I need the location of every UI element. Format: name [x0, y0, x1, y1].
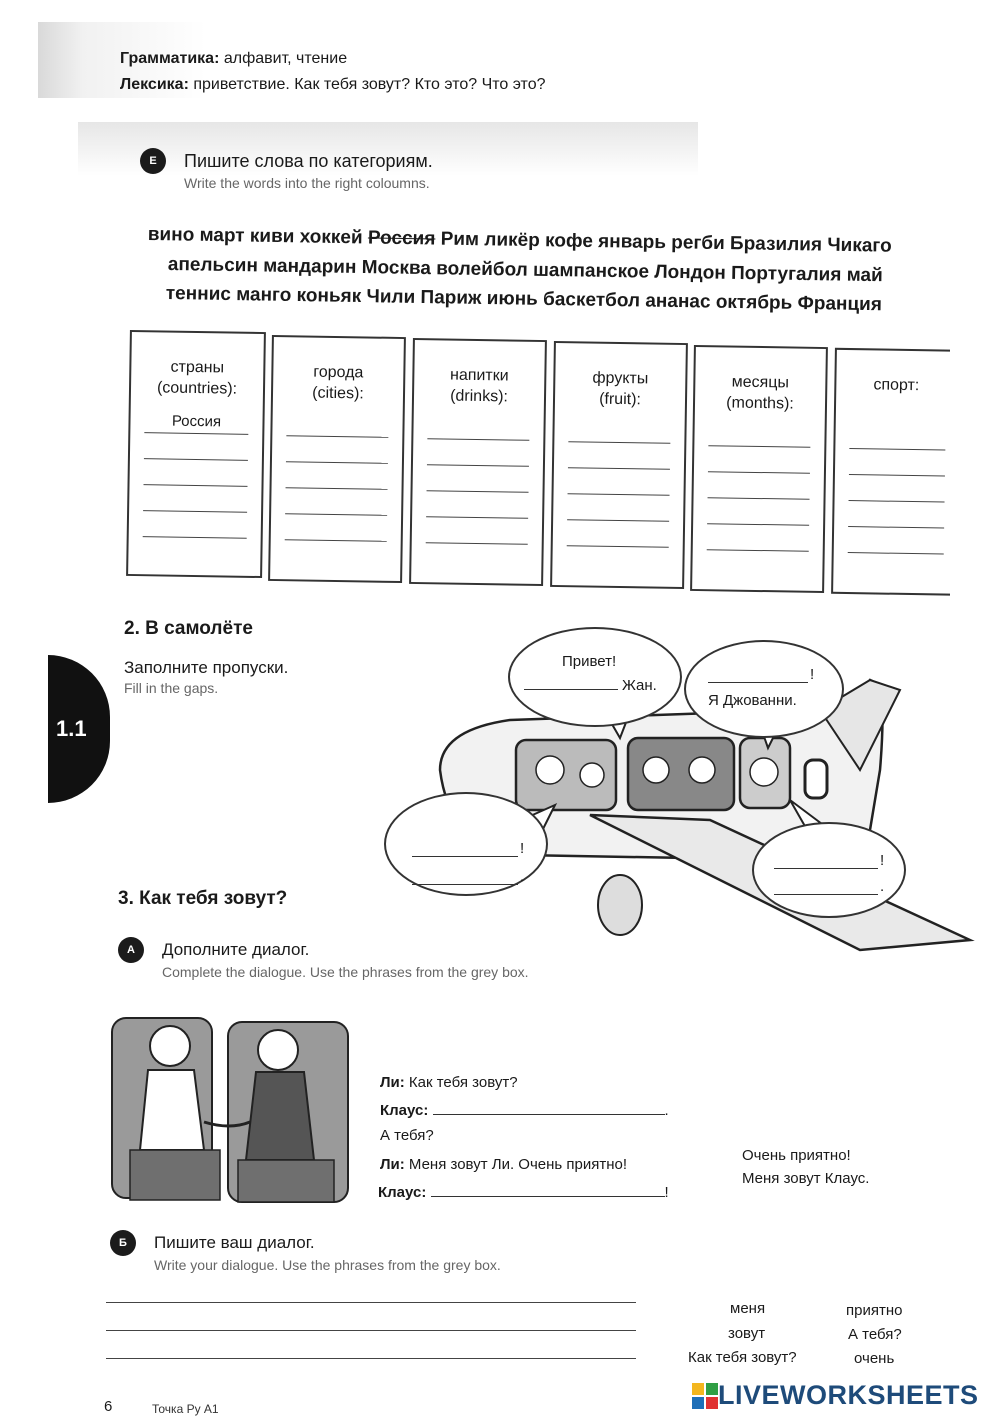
column-title: страны (countries): — [156, 358, 238, 398]
column-title: напитки (drinks): — [449, 366, 509, 406]
passenger-head — [536, 756, 564, 784]
column-title: месяцы (months): — [726, 373, 794, 413]
grammar-label: Грамматика: — [120, 50, 220, 67]
dialogue-line-1 — [380, 1074, 518, 1091]
word-segment: вино март киви хоккей — [147, 224, 369, 249]
passenger-head — [689, 757, 715, 783]
answer-line[interactable] — [708, 471, 810, 474]
passenger-head — [580, 763, 604, 787]
page-edge-mask — [950, 330, 1000, 610]
grey-phrase: меня — [730, 1300, 766, 1317]
answer-line[interactable] — [708, 445, 810, 448]
answer-line[interactable] — [567, 519, 669, 522]
bubble-name: Жан. — [622, 677, 657, 694]
bubble-punct: ! — [810, 666, 815, 683]
column-drinks — [409, 338, 547, 586]
liveworksheets-logo — [692, 1380, 979, 1411]
answer-line[interactable] — [427, 438, 529, 441]
answer-line[interactable] — [708, 497, 810, 500]
answer-line[interactable] — [774, 894, 878, 895]
man-head — [150, 1026, 190, 1066]
dialogue-line-4 — [380, 1156, 627, 1173]
grey-phrase: Как тебя зовут? — [688, 1349, 797, 1366]
struck-word: Россия — [367, 227, 436, 250]
answer-line[interactable] — [849, 448, 945, 451]
bubble-greeting: Привет! — [562, 653, 617, 670]
speaker: Клаус: — [380, 1102, 429, 1119]
answer-line[interactable] — [144, 484, 248, 487]
writing-line[interactable] — [106, 1358, 636, 1359]
answer-line[interactable] — [144, 458, 248, 461]
bubble-punct: ! — [880, 852, 885, 869]
grammar-line — [120, 50, 347, 68]
answer-line[interactable] — [426, 542, 528, 545]
answer-line[interactable] — [707, 523, 809, 526]
grey-phrase: А тебя? — [848, 1326, 902, 1343]
answer-line[interactable] — [286, 435, 388, 438]
badge-b: Б — [110, 1230, 136, 1256]
writing-line[interactable] — [106, 1330, 636, 1331]
answer-line[interactable] — [286, 487, 388, 490]
legs — [238, 1160, 334, 1202]
logo-text: LIVEWORKSHEETS — [718, 1380, 979, 1410]
bubble-punct: ! — [520, 840, 525, 857]
answer-line[interactable] — [848, 552, 944, 555]
answer-line[interactable] — [567, 545, 669, 548]
answer-line[interactable] — [285, 539, 387, 542]
line-text: Меня зовут Ли. Очень приятно! — [408, 1156, 628, 1173]
grey-phrase: очень — [854, 1350, 895, 1367]
answer-line[interactable] — [143, 510, 247, 513]
column-title: фрукты (fruit): — [592, 369, 649, 409]
dialogue-line-5 — [378, 1182, 669, 1201]
answer-line[interactable] — [427, 490, 529, 493]
dialogue-line-3: А тебя? — [380, 1127, 434, 1144]
answer-line[interactable] — [849, 500, 945, 503]
answer-line[interactable] — [427, 464, 529, 467]
speaker: Ли: — [380, 1156, 405, 1173]
answer-line[interactable] — [285, 513, 387, 516]
grammar-text: алфавит, чтение — [223, 50, 348, 67]
section-2-heading: 2. В самолёте — [124, 618, 253, 639]
instruction-b-en: Write your dialogue. Use the phrases from the grey box. — [154, 1257, 501, 1273]
answer-line[interactable] — [433, 1100, 665, 1115]
passenger-head — [750, 758, 778, 786]
page-number: 6 — [104, 1398, 113, 1415]
phrase: Меня зовут Клаус. — [742, 1170, 870, 1187]
speaker: Клаус: — [378, 1184, 427, 1201]
line-text: Как тебя зовут? — [408, 1074, 518, 1091]
instruction-a: Дополните диалог. — [162, 940, 310, 959]
answer-line[interactable] — [431, 1182, 665, 1197]
column-fruit — [550, 341, 688, 589]
dialogue-line-2 — [380, 1100, 669, 1119]
speaker: Ли: — [380, 1074, 405, 1091]
man-shirt — [140, 1070, 204, 1150]
speech-bubble-3 — [384, 792, 548, 896]
grey-phrase: зовут — [728, 1325, 766, 1342]
grey-box-a — [742, 1144, 869, 1190]
bubble-text: Я Джованни. — [708, 692, 797, 709]
instruction-e-en: Write the words into the right coloumns. — [184, 175, 430, 191]
answer-line[interactable] — [286, 461, 388, 464]
answer-line[interactable] — [412, 856, 518, 857]
word-segment: Рим ликёр кофе январь регби Бразилия Чикаго — [435, 228, 892, 257]
badge-a: A — [118, 937, 144, 963]
badge-e: E — [140, 148, 166, 174]
answer-line[interactable] — [568, 493, 670, 496]
column-title: города (cities): — [312, 363, 364, 403]
instruction-a-en: Complete the dialogue. Use the phrases from the grey box. — [162, 964, 529, 980]
section-3-heading: 3. Как тебя зовут? — [118, 888, 288, 909]
grey-phrase: приятно — [846, 1302, 903, 1319]
answer-line[interactable] — [412, 884, 518, 885]
column-cities — [268, 335, 406, 583]
answer-line[interactable] — [568, 467, 670, 470]
answer-line[interactable] — [426, 516, 528, 519]
column-title: спорт: — [873, 376, 920, 395]
instruction-2-en: Fill in the gaps. — [124, 680, 219, 696]
column-months — [690, 345, 828, 593]
word-line-1 — [148, 224, 952, 259]
answer-line[interactable] — [568, 441, 670, 444]
answer-line[interactable] — [524, 689, 618, 690]
answer-line[interactable] — [144, 432, 248, 435]
answer-line[interactable] — [849, 474, 945, 477]
word-line-2: апельсин мандарин Москва волейбол шампанское Лондон Португалия май — [167, 254, 883, 287]
lexis-line — [120, 76, 546, 94]
column-example: Россия — [171, 412, 222, 431]
lexis-text: приветствие. Как тебя зовут? Кто это? Что это? — [193, 76, 546, 93]
answer-line[interactable] — [707, 549, 809, 552]
man-head — [258, 1030, 298, 1070]
door-window — [805, 760, 827, 798]
instruction-b: Пишите ваш диалог. — [154, 1233, 315, 1252]
speech-bubble-1 — [508, 627, 682, 727]
speech-bubble-4 — [752, 822, 906, 918]
line-punct: ! — [664, 1184, 669, 1201]
seated-men-illustration — [110, 1010, 355, 1205]
writing-line[interactable] — [106, 1302, 636, 1303]
legs — [130, 1150, 220, 1200]
instruction-e: Пишите слова по категориям. — [184, 151, 433, 171]
instruction-2: Заполните пропуски. — [124, 658, 289, 677]
column-countries — [126, 330, 266, 578]
speech-bubble-2 — [684, 640, 844, 738]
bubble-punct: . — [880, 878, 885, 895]
logo-mark-icon — [692, 1383, 718, 1409]
passenger-head — [643, 757, 669, 783]
answer-line[interactable] — [143, 536, 247, 539]
phrase: Очень приятно! — [742, 1147, 851, 1164]
line-punct: . — [664, 1102, 669, 1119]
man-jacket — [246, 1072, 314, 1160]
unit-tab: 1.1 — [48, 655, 110, 803]
bubble-punct: . — [520, 868, 525, 885]
engine — [598, 875, 642, 935]
answer-line[interactable] — [774, 868, 878, 869]
book-title: Точка Ру А1 — [152, 1402, 219, 1416]
answer-line[interactable] — [708, 682, 808, 683]
lexis-label: Лексика: — [120, 76, 189, 93]
word-line-3: теннис манго коньяк Чили Париж июнь баскетбол ананас октябрь Франция — [165, 283, 883, 316]
answer-line[interactable] — [848, 526, 944, 529]
